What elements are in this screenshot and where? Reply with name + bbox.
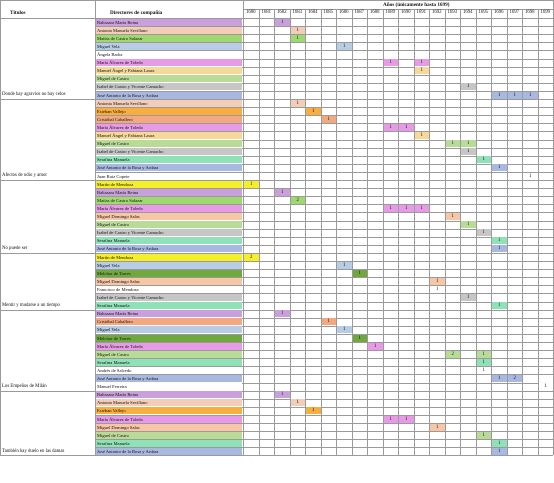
rule-title [0,99,95,100]
comedia-title: Afectos de odio y amor [2,173,48,179]
performance-count: 1 [353,335,368,342]
performance-count: 1 [291,27,306,34]
year-header: 1697 [509,10,520,15]
year-header: 1698 [524,10,535,15]
company-name: Juan Ruiz Copete [96,173,242,180]
company-name: Miguel Domingo Salas [96,278,242,285]
performance-count: 1 [291,35,306,42]
company-name: Miguel de Castro [96,432,242,439]
performance-count: 1 [275,391,290,398]
company-name: Francisco de Mendoza [96,286,242,293]
company-name: Serafina Manuela [96,237,242,244]
rule-year [321,9,322,455]
performance-count: 1 [322,116,337,123]
performance-count: 1 [492,92,507,99]
performance-count: 1 [275,19,290,26]
rule-year [460,9,461,455]
performance-count: 2 [291,197,306,204]
performance-count: 1 [337,262,352,269]
performance-count: 1 [384,416,399,423]
performance-count: 1 [477,229,492,236]
company-name: Serafina Manuela [96,156,242,163]
company-name: Miguel Domingo Salas [96,213,242,220]
year-header: 1689 [385,10,396,15]
company-name: Andrés de Salcedo [96,367,242,374]
performance-count: 1 [399,416,414,423]
performance-count: 1 [461,140,476,147]
performance-count: 1 [477,359,492,366]
company-name: José Antonio de la Rosa y Ardara [96,375,242,382]
comedia-title: Donde hay agravios no hay celos [2,92,66,98]
company-name: José Antonio de la Rosa y Ardara [96,164,242,171]
year-header: 1692 [431,10,442,15]
performance-count: 1 [477,432,492,439]
rule-year [352,9,353,455]
company-name: Manuel Ángel y Fabiana Laura [96,132,242,139]
company-name: Baltasara María Reina [96,189,242,196]
rule-title [0,253,95,254]
year-header: 1680 [245,10,256,15]
rule-row [95,455,553,456]
rule-year [367,9,368,455]
performance-count: 1 [399,124,414,131]
performance-count: 1 [492,164,507,171]
year-header: 1691 [416,10,427,15]
company-name: María Álvarez de Toledo [96,416,242,423]
company-name: Isabel de Castro y Vicente Camacho [96,148,242,155]
company-name: José Antonio de la Rosa y Ardara [96,245,242,252]
performance-count: 1 [291,399,306,406]
performance-count: 2 [244,254,259,261]
rule-title [0,180,95,181]
rule-top [0,0,553,1]
rule-year [305,9,306,455]
rule-year [414,9,415,455]
year-header: 1694 [462,10,473,15]
company-name: Miguel de Castro [96,221,242,228]
performance-count: 2 [508,375,523,382]
performance-count: 1 [244,181,259,188]
performance-count: 1 [306,407,321,414]
company-name: Isabel de Castro y Vicente Camacho [96,294,242,301]
performance-count: 1 [523,173,538,180]
year-header: 1693 [447,10,458,15]
company-name: Miguel de Castro [96,140,242,147]
rule-year [383,9,384,455]
year-header: 1685 [323,10,334,15]
company-name: María Álvarez de Toledo [96,124,242,131]
year-header: 1681 [261,10,272,15]
performance-count: 1 [415,132,430,139]
comedia-title: No puede ser [2,246,28,252]
company-name: Cristóbal Caballero [96,318,242,325]
performance-count: 1 [415,59,430,66]
rule-year [290,9,291,455]
performance-count: 1 [461,221,476,228]
performance-count: 1 [275,189,290,196]
rule-year [398,9,399,455]
year-header: 1699 [540,10,551,15]
performance-count: 1 [492,302,507,309]
comedia-title: Los Empeños de Milán [2,384,47,389]
performance-count: 1 [415,67,430,74]
performance-count: 1 [446,140,461,147]
company-name: María Álvarez de Toledo [96,205,242,212]
performance-count: 1 [492,237,507,244]
performance-count: 1 [430,278,445,285]
performance-count: 1 [337,43,352,50]
rule-title [0,391,95,392]
performance-count: 1 [492,245,507,252]
performance-count: 1 [337,326,352,333]
performance-count: 1 [384,205,399,212]
performance-count: 1 [461,148,476,155]
company-name: María Álvarez de Toledo [96,343,242,350]
performance-count: 1 [461,83,476,90]
performance-count: 1 [384,124,399,131]
year-header: 1687 [354,10,365,15]
company-name: Baltasara María Reina [96,19,242,26]
rule-year [429,9,430,455]
company-name: Miguel Vela [96,326,242,333]
company-name: Serafina Manuela [96,440,242,447]
company-name: Ángela Barba [96,51,242,58]
performance-count: 1 [430,424,445,431]
company-name: Manuel Ferreira [96,383,242,390]
company-name: Esteban Vallejo [96,108,242,115]
year-header: 1688 [369,10,380,15]
performance-count: 1 [415,205,430,212]
company-name: Miguel Vela [96,262,242,269]
rule-title [0,455,95,456]
company-name: Manuel Ángel y Fabiana Laura [96,67,242,74]
company-name: Isabel de Castro y Vicente Camacho [96,229,242,236]
rule-year [259,9,260,455]
rule-year [522,9,523,455]
company-name: Miguel de Castro [96,351,242,358]
performance-count: 1 [492,440,507,447]
header-titulos: Títulos [10,10,26,16]
company-name: Miguel Vela [96,43,242,50]
year-header: 1684 [307,10,318,15]
performance-count: 1 [492,375,507,382]
performance-count: 1 [430,286,445,293]
year-header: 1683 [292,10,303,15]
company-name: Antonia Manuela Sevillano [96,399,242,406]
performance-count: 1 [306,108,321,115]
performance-count: 1 [477,156,492,163]
company-name: Baltasara María Reina [96,391,242,398]
rule-year [336,9,337,455]
year-header: 1686 [338,10,349,15]
company-name: Cristóbal Caballero [96,116,242,123]
performance-count: 1 [492,448,507,455]
company-name: Serafina Manuela [96,359,242,366]
rule-title [0,310,95,311]
header-directores: Directores de compañía [110,10,163,16]
company-name: Esteban Vallejo [96,407,242,414]
company-name: María Álvarez de Toledo [96,59,242,66]
performance-count: 1 [275,310,290,317]
company-name: José Antonio de la Rosa y Ardara [96,92,242,99]
rule-year [507,9,508,455]
performance-count: 1 [523,92,538,99]
performance-count: 1 [368,343,383,350]
performance-count: 1 [291,100,306,107]
rule-year [274,9,275,455]
header-anos: Años (únicamente hasta 1699) [383,2,450,8]
company-name: Antonia Manuela Sevillano [96,100,242,107]
company-name: Baltasara María Reina [96,310,242,317]
company-name: Martín de Mendoza [96,181,242,188]
company-name: Antonia Manuela Sevillano [96,27,242,34]
comedia-title: También hay duelo en las damas [2,448,65,454]
company-name: Melchor de Torres [96,270,242,277]
company-name: Serafina Manuela [96,302,242,309]
rule-year [491,9,492,455]
company-name: Isabel de Castro y Vicente Camacho [96,83,242,90]
year-header: 1690 [400,10,411,15]
year-header: 1682 [276,10,287,15]
performance-count: 1 [477,367,492,374]
company-name: José Antonio de la Rosa y Ardara [96,448,242,455]
performance-count: 1 [461,294,476,301]
performance-count: 1 [539,383,554,390]
company-name: Miguel Domingo Salas [96,424,242,431]
performance-count: 1 [399,205,414,212]
performance-count: 2 [446,351,461,358]
rule-year [445,9,446,455]
performance-count: 1 [353,270,368,277]
year-header: 1696 [493,10,504,15]
performance-count: 1 [446,213,461,220]
comedia-title: Mentir y mudarse a un tiempo [2,303,60,308]
performance-count: 1 [384,59,399,66]
performance-count: 1 [508,92,523,99]
rule-left [0,0,1,455]
company-name: Matías de Castro Salazar [96,35,242,42]
year-header: 1695 [478,10,489,15]
performance-count: 1 [322,318,337,325]
company-name: Matías de Castro Salazar [96,197,242,204]
performance-count: 1 [477,351,492,358]
company-name: Martín de Mendoza [96,254,242,261]
company-name: Miguel de Castro [96,75,242,82]
company-name: Melchor de Torres [96,335,242,342]
